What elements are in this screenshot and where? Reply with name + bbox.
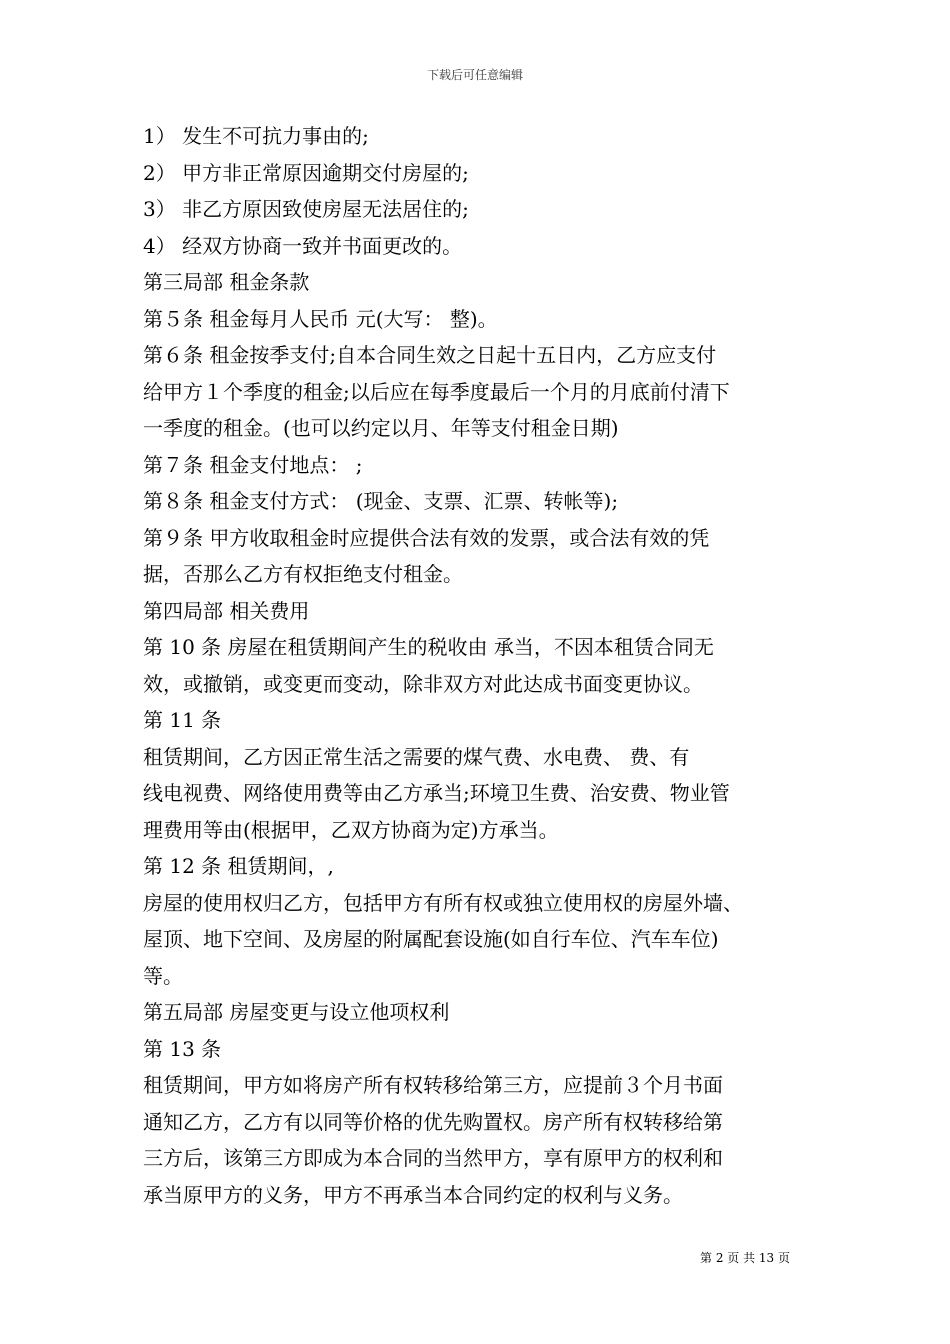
text-line: 第８条 租金支付方式： (现金、支票、汇票、转帐等); [143,489,619,513]
text-line: 第９条 甲方收取租金时应提供合法有效的发票，或合法有效的凭 [143,525,710,550]
text-line: 第 13 条 [143,1036,222,1061]
text-line: 第 10 条 房屋在租赁期间产生的税收由 承当，不因本租赁合同无 [143,635,714,659]
text-line: 给甲方１个季度的租金;以后应在每季度最后一个月的月底前付清下 [143,379,730,404]
text-line: 3） 非乙方原因致使房屋无法居住的; [143,197,469,221]
section-heading: 第三局部 租金条款 [143,270,310,294]
text-line: 第 11 条 [143,708,222,732]
text-line: 效，或撤销，或变更而变动，除非双方对此达成书面变更协议。 [143,671,703,696]
text-line: 承当原甲方的义务，甲方不再承当本合同约定的权利与义务。 [143,1182,683,1207]
text-line: 第６条 租金按季支付;自本合同生效之日起十五日内，乙方应支付 [143,343,717,367]
section-heading: 第五局部 房屋变更与设立他项权利 [143,1000,450,1024]
text-line: 租赁期间，甲方如将房产所有权转移给第三方，应提前３个月书面 [143,1073,723,1097]
text-line: 理费用等由(根据甲，乙双方协商为定)方承当。 [143,817,559,842]
text-line: 通知乙方，乙方有以同等价格的优先购置权。房产所有权转移给第 [143,1109,723,1134]
text-line: 1） 发生不可抗力事由的; [143,124,369,148]
text-line: 第７条 租金支付地点： ; [143,452,363,477]
text-line: 一季度的租金。(也可以约定以月、年等支付租金日期) [143,416,619,440]
text-line: 等。 [143,963,183,988]
page-header: 下载后可任意编辑 [426,68,523,82]
text-line: 2） 甲方非正常原因逾期交付房屋的; [143,160,469,185]
text-line: 三方后，该第三方即成为本合同的当然甲方，享有原甲方的权利和 [143,1146,723,1170]
text-line: 第 12 条 租赁期间，, [143,854,334,878]
page-number: 第 2 页 共 13 页 [700,1251,790,1265]
text-line: 4） 经双方协商一致并书面更改的。 [143,233,463,258]
text-line: 据，否那么乙方有权拒绝支付租金。 [143,562,463,586]
text-line: 租赁期间，乙方因正常生活之需要的煤气费、水电费、 费、有 [143,744,690,769]
text-line: 屋顶、地下空间、及房屋的附属配套设施(如自行车位、汽车车位) [143,927,719,951]
text-line: 第５条 租金每月人民币 元(大写： 整)。 [143,306,498,331]
text-line: 线电视费、网络使用费等由乙方承当;环境卫生费、治安费、物业管 [143,781,730,805]
text-line: 房屋的使用权归乙方，包括甲方有所有权或独立使用权的房屋外墙、 [143,890,743,915]
section-heading: 第四局部 相关费用 [143,598,310,623]
document-body [143,118,823,1213]
